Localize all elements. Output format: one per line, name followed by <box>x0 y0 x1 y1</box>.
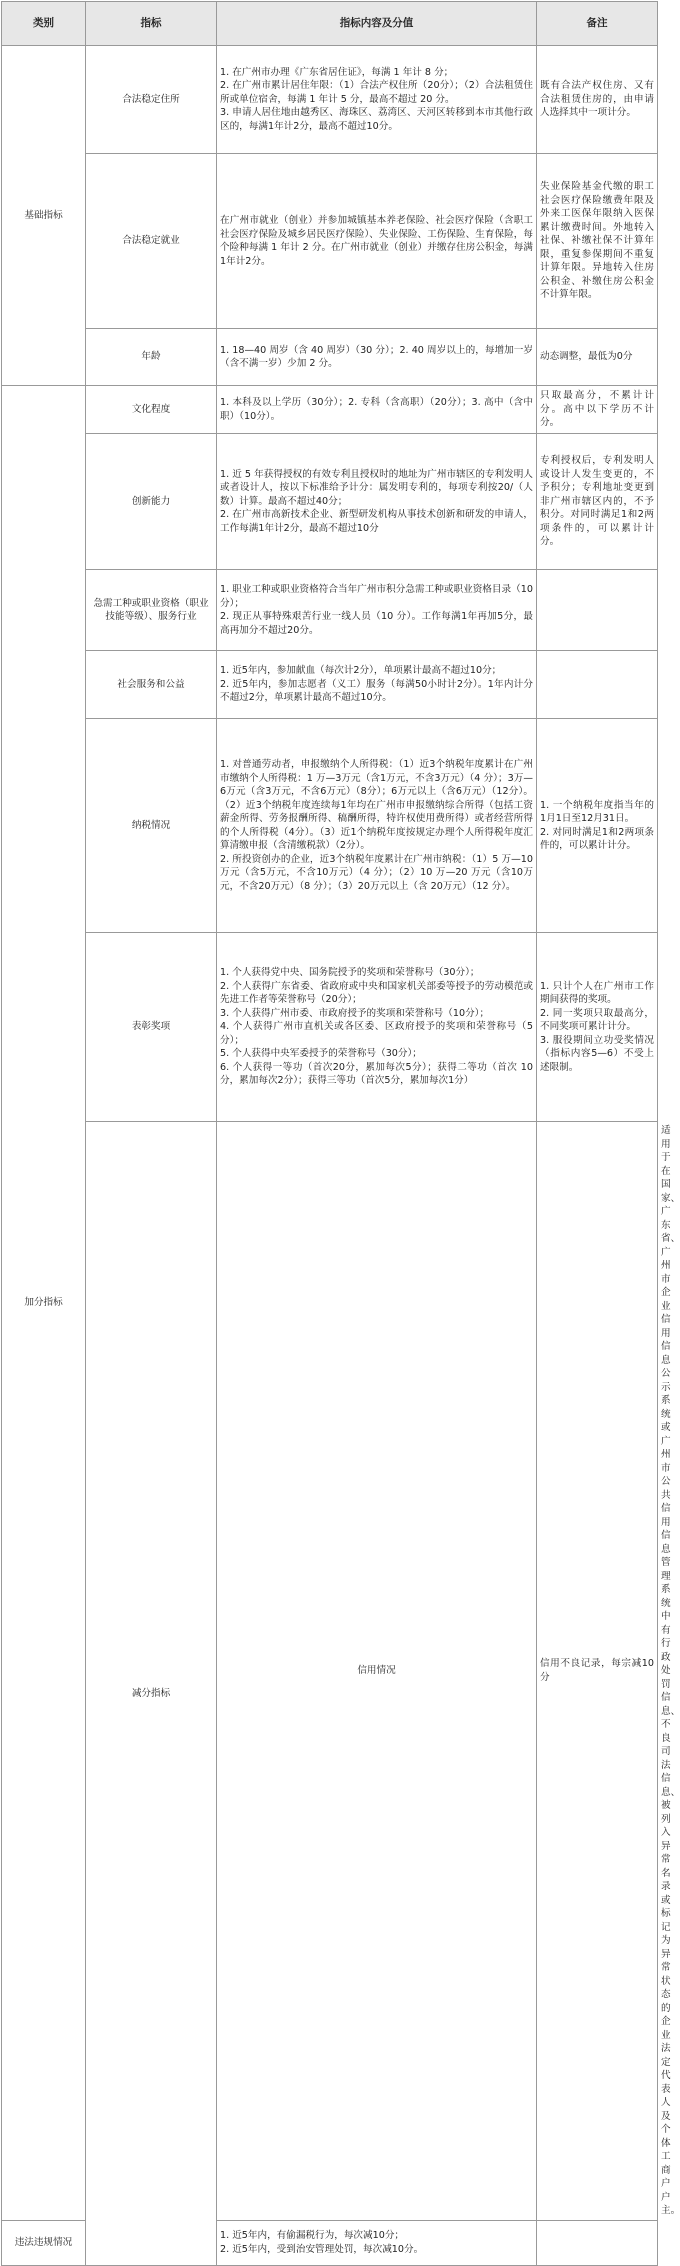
indicator-cell: 社会服务和公益 <box>86 651 217 719</box>
table-header-row <box>2 2 658 46</box>
content-line: 2. 个人获得广东省委、省政府或中央和国家机关部委等授予的劳动模范或先进工作者等荣誉称号（20分）； <box>220 980 533 1006</box>
category-bonus: 加分指标 <box>2 386 86 2221</box>
content-line: 1. 18—40 周岁（含 40 周岁）（30 分）；2. 40 周岁以上的，每增加一岁（含不满一岁）少加 2 分。 <box>220 344 533 369</box>
note-cell <box>537 2220 658 2265</box>
table-row <box>2 154 658 329</box>
note-cell <box>537 386 658 434</box>
note-line: 专利授权后，专利发明人或设计人发生变更的，不予积分；专利地址变更到非广州市辖区内的，不予积分。对同时满足1和2两项条件的，可以累计计分。 <box>540 455 654 548</box>
indicator-cell: 年龄 <box>86 329 217 386</box>
content-cell <box>217 434 537 570</box>
indicator-cell: 表彰奖项 <box>86 933 217 1122</box>
indicator-cell: 纳税情况 <box>86 719 217 933</box>
content-line: 5. 个人获得中央军委授予的荣誉称号（30分）； <box>220 1048 422 1060</box>
note-line: 3. 服役期间立功受奖情况（指标内容5—6）不受上述限制。 <box>540 1034 654 1073</box>
content-line: 3. 个人获得广州市委、市政府授予的奖项和荣誉称号（10分）； <box>220 1007 490 1019</box>
content-cell <box>217 570 537 651</box>
content-cell <box>217 651 537 719</box>
indicator-cell: 创新能力 <box>86 434 217 570</box>
content-line: 1. 职业工种或职业资格符合当年广州市积分急需工种或职业资格目录（10 分）； <box>220 584 533 609</box>
header-content: 指标内容及分值 <box>217 2 537 46</box>
indicator-cell: 合法稳定住所 <box>86 46 217 154</box>
note-line: 失业保险基金代缴的职工社会医疗保险缴费年限及外来工医保年限纳入医保累计缴费时间。外地转入社保、补缴社保不计算年限，重复参保期间不重复计算年限。异地转入住房公积金、补缴住房公积金不计算年限。 <box>540 181 654 301</box>
content-cell <box>217 2220 537 2265</box>
note-line: 只取最高分，不累计计分。高中以下学历不计分。 <box>540 390 654 429</box>
note-line: 1. 一个纳税年度指当年的1月1日至12月31日。 <box>540 799 654 824</box>
table-row <box>2 329 658 386</box>
content-line: 2. 在广州市累计居住年限：（1）合法产权住所（20分）；（2）合法租赁住所或单位宿舍，每满 1 年计 5 分，最高不超过 20 分。 <box>220 80 533 105</box>
points-criteria-table <box>1 1 680 2266</box>
content-cell <box>217 154 537 329</box>
header-category: 类别 <box>2 2 86 46</box>
table-row <box>2 434 658 570</box>
content-cell <box>217 386 537 434</box>
indicator-cell: 信用情况 <box>217 1122 537 2221</box>
content-line: 2. 在广州市高新技术企业、新型研发机构从事技术创新和研发的申请人，工作每满1年计2分，最高不超过10分 <box>220 509 533 534</box>
note-line: 2. 对同时满足1和2两项条件的，可以累计计分。 <box>540 826 654 851</box>
content-line: 2. 所投资创办的企业，近3个纳税年度累计在广州市纳税：（1）5 万—10 万元（含5万元，不含10万元）（4 分）；（2）10 万—20 万元（含10万元，不含20万元）（8 分）；（3）20万元以上（含 20万元）（12 分）。 <box>220 853 533 892</box>
table-row <box>2 386 658 434</box>
content-line: 1. 近5年内，有偷漏税行为，每次减10分； <box>220 2230 405 2241</box>
note-cell <box>537 154 658 329</box>
header-indicator: 指标 <box>86 2 217 46</box>
table-row <box>2 46 658 154</box>
note-cell <box>537 434 658 570</box>
indicator-cell: 急需工种或职业资格（职业技能等级）、服务行业 <box>86 570 217 651</box>
content-line: 1. 本科及以上学历（30分）；2. 专科（含高职）（20分）；3. 高中（含中职）（10分）。 <box>220 397 533 422</box>
content-cell <box>217 933 537 1122</box>
content-line: 2. 近5年内，受到治安管理处罚，每次减10分。 <box>220 2243 424 2255</box>
indicator-cell: 文化程度 <box>86 386 217 434</box>
content-line: 1. 对普通劳动者，申报缴纳个人所得税：（1）近3个纳税年度累计在广州市缴纳个人所得税：1 万—3万元（含1万元，不含3万元）（4 分）；3万—6万元（含3万元，不含6万元）（8分）；6万元以上（含6万元）（12分）。（2）近3个纳税年度连续每1年均在广州市申报缴纳综合所得（包括工资薪金所得、劳务报酬所得、稿酬所得，特许权使用费所得）或者经营所得的个人所得税（4分）。（3）近1个纳税年度按规定办理个人所得税年度汇算清缴申报（含清缴税款）（2分）。 <box>220 759 533 851</box>
indicator-cell: 违法违规情况 <box>2 2220 86 2265</box>
content-cell <box>217 719 537 933</box>
content-cell <box>537 1122 658 2221</box>
note-cell <box>537 570 658 651</box>
table-row <box>2 570 658 651</box>
note-cell <box>537 651 658 719</box>
category-basic: 基础指标 <box>2 46 86 386</box>
content-line: 3. 申请人居住地由越秀区、海珠区、荔湾区、天河区转移到本市其他行政区的，每满1年计2分，最高不超过10分。 <box>220 107 533 132</box>
content-line: 2. 近5年内，参加志愿者（义工）服务（每满50小时计2分）。1年内计分不超过2分，单项累计最高不超过10分。 <box>220 678 533 704</box>
table-row <box>2 651 658 719</box>
table-row <box>2 719 658 933</box>
content-line: 4. 个人获得广州市直机关或各区委、区政府授予的奖项和荣誉称号（5分）； <box>220 1021 533 1046</box>
content-line: 2. 现正从事特殊艰苦行业一线人员（10 分）。工作每满1年再加5分，最高再加分不超过20分。 <box>220 611 533 636</box>
content-cell <box>217 46 537 154</box>
content-line: 1. 近 5 年获得授权的有效专利且授权时的地址为广州市辖区的专利发明人或者设计人，按以下标准给予计分：属发明专利的，每项专利按20/（人数）计算。最高不超过40分； <box>220 468 533 507</box>
note-cell <box>537 719 658 933</box>
content-line: 在广州市就业（创业）并参加城镇基本养老保险、社会医疗保险（含职工社会医疗保险及城乡居民医疗保险）、失业保险、工伤保险、生育保险，每个险种每满 1 年计 2 分。在广州市就业（创业）并缴存住房公积金，每满1年计2分。 <box>220 215 533 267</box>
note-line: 既有合法产权住房、又有合法租赁住房的，由申请人选择其中一项计分。 <box>540 80 654 119</box>
content-line: 6. 个人获得一等功（首次20分，累加每次5分）；获得二等功（首次 10 分，累加每次2分）；获得三等功（首次5分，累加每次1分） <box>220 1061 533 1087</box>
header-note: 备注 <box>537 2 658 46</box>
category-deduct: 减分指标 <box>86 1122 217 2266</box>
content-line: 信用不良记录，每宗减10分 <box>540 1658 654 1683</box>
note-cell <box>537 329 658 386</box>
content-line: 1. 近5年内，参加献血（每次计2分），单项累计最高不超过10分； <box>220 665 502 677</box>
indicator-cell: 合法稳定就业 <box>86 154 217 329</box>
note-cell <box>537 933 658 1122</box>
content-line: 1. 在广州市办理《广东省居住证》，每满 1 年计 8 分； <box>220 66 454 78</box>
note-cell <box>537 46 658 154</box>
table-row <box>2 933 658 1122</box>
content-cell <box>217 329 537 386</box>
note-line: 2. 同一奖项只取最高分，不同奖项可累计计分。 <box>540 1007 654 1033</box>
table-row: 减分指标 信用情况 信用不良记录，每宗减10分 适用于在国家、广东省、广州市企业信用信息公示系统或广州市公共信用信息管理系统中有行政处罚信息、不良司法信息、被列入异常名录或标记为异常状态的企业法定代表人及个体工商户户主。 <box>2 1122 658 2221</box>
note-line: 动态调整，最低为0分 <box>540 351 633 363</box>
note-line: 1. 只计个人在广州市工作期间获得的奖项。 <box>540 980 654 1006</box>
content-line: 1. 个人获得党中央、国务院授予的奖项和荣誉称号（30分）； <box>220 967 480 979</box>
